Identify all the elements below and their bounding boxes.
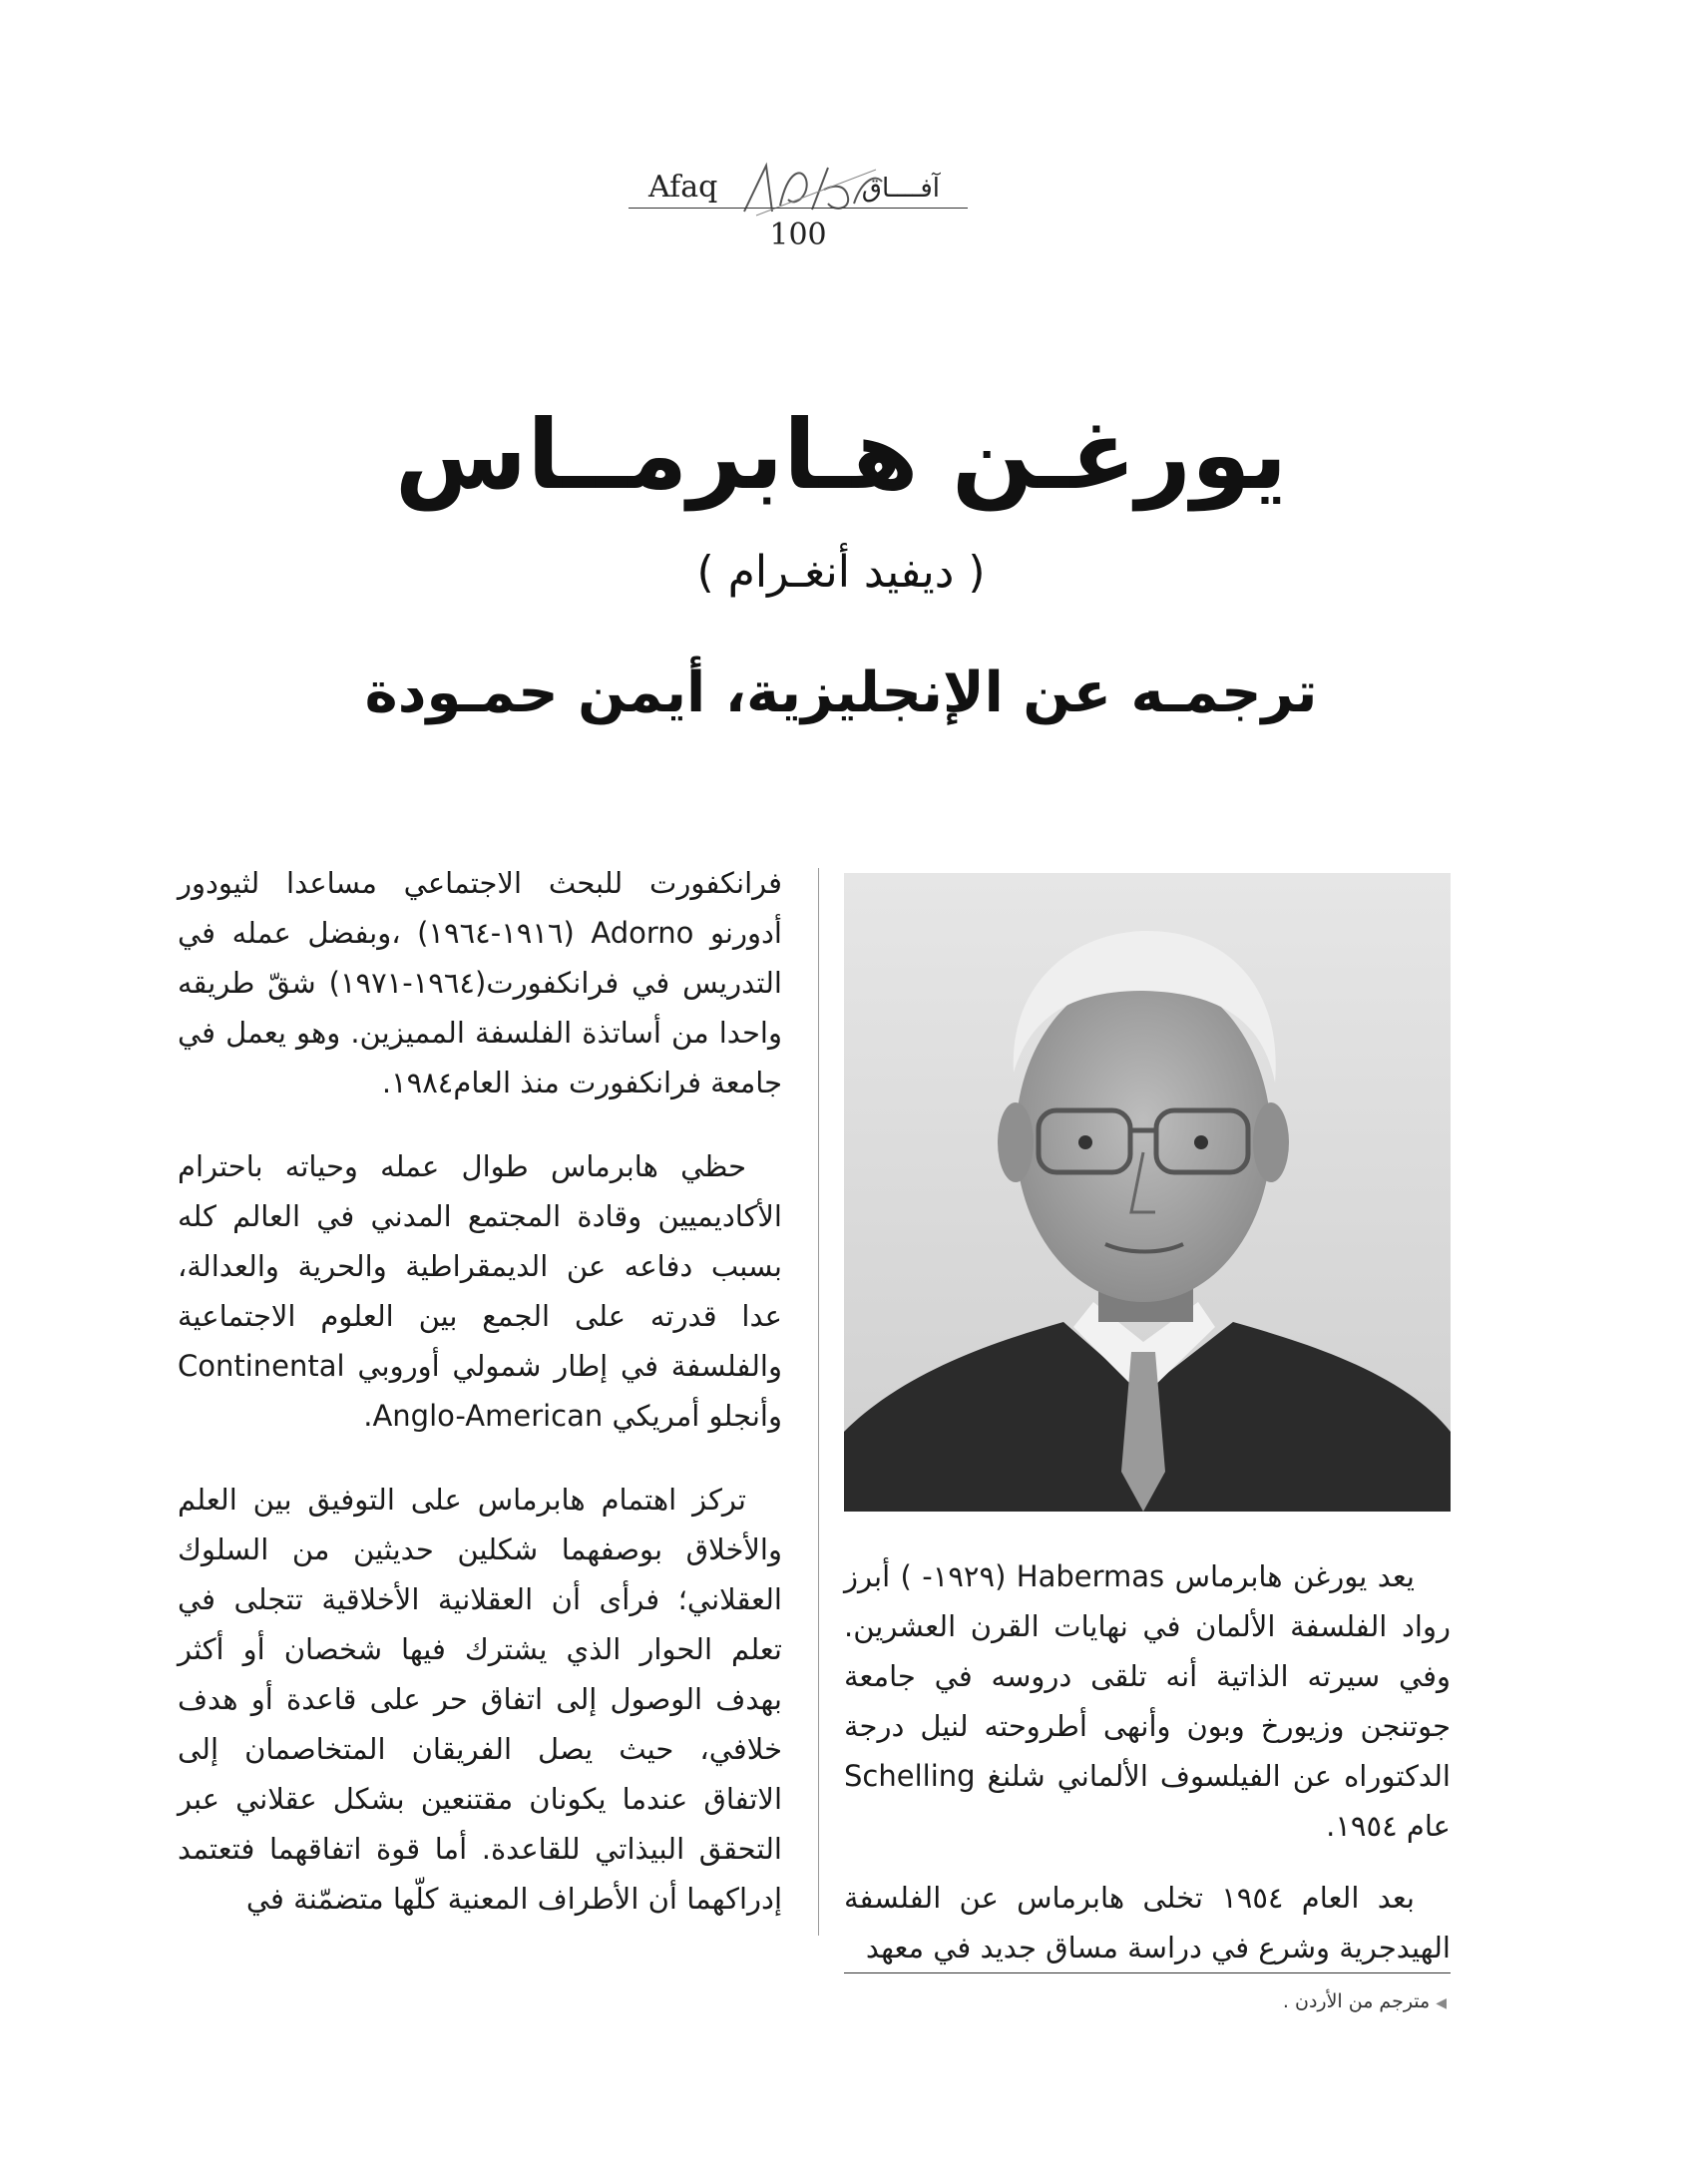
masthead-arabic-title: آفــــاق <box>861 174 940 204</box>
masthead-latin-title: Afaq <box>648 170 718 205</box>
article-author: ( ديفيد أنغـرام ) <box>696 547 986 598</box>
masthead-rule <box>629 208 968 209</box>
footnote-text: مترجم من الأردن . <box>1282 1990 1431 2012</box>
footnote <box>1247 1990 1447 2012</box>
portrait-photo <box>844 873 1451 1512</box>
paragraph: يعد يورغن هابرماس Habermas (١٩٢٩- ) أبرز رواد الفلسفة الألمان في نهايات القرن العشرين. وفي سيرته الذاتية أنه تلقى دروسه في جامعة جوتنجن وزيورخ وبون وأنهى أطروحته لنيل درجة الدكتوراه عن الفيلسوف الألماني شلنغ Schelling عام ١٩٥٤. <box>844 1559 1451 1843</box>
right-column <box>844 1551 1451 1972</box>
left-column <box>178 858 782 1924</box>
footnote-marker-icon: ◀ <box>1436 1995 1447 2011</box>
paragraph: بعد العام ١٩٥٤ تخلى هابرماس عن الفلسفة الهيدجرية وشرع في دراسة مساق جديد في معهد <box>844 1881 1451 1965</box>
paragraph: فرانكفورت للبحث الاجتماعي مساعدا لثيودور أدورنو Adorno (١٩١٦-١٩٦٤) ،وبفضل عمله في التدريس في فرانكفورت(١٩٦٤-١٩٧١) شقّ طريقه واحدا من أساتذة الفلسفة المميزين. وهو يعمل في جامعة فرانكفورت منذ العام١٩٨٤. <box>178 866 782 1099</box>
article-title: يورغـن هـابرمــاس <box>394 399 1288 511</box>
footnote-rule <box>844 1972 1451 1973</box>
column-divider <box>818 868 819 1936</box>
paragraph: تركز اهتمام هابرماس على التوفيق بين العلم والأخلاق بوصفهما شكلين حديثين من السلوك العقلاني؛ فرأى أن العقلانية الأخلاقية تتجلى في تعلم الحوار الذي يشترك فيها شخصان أو أكثر بهدف الوصول إلى اتفاق حر على قاعدة أو هدف خلافي، حيث يصل الفريقان المتخاصمان إلى الاتفاق عندما يكونان مقتنعين بشكل عقلاني عبر التحقق البيذاتي للقاعدة. أما قوة اتفاقهما فتعتمد إدراكهما أن الأطراف المعنية كلّها متضمّنة في <box>178 1483 782 1916</box>
portrait-image <box>844 873 1451 1512</box>
page-number: 100 <box>769 218 827 252</box>
article-translator: ترجمـه عن الإنجليزية، أيمن حمـودة <box>364 660 1318 725</box>
masthead <box>629 160 968 259</box>
paragraph: حظي هابرماس طوال عمله وحياته باحترام الأكاديميين وقادة المجتمع المدني في العالم كله بسبب دفاعه عن الديمقراطية والحرية والعدالة، عدا قدرته على الجمع بين العلوم الاجتماعية والفلسفة في إطار شمولي أوروبي Continental وأنجلو أمريكي Anglo-American. <box>178 1149 782 1433</box>
